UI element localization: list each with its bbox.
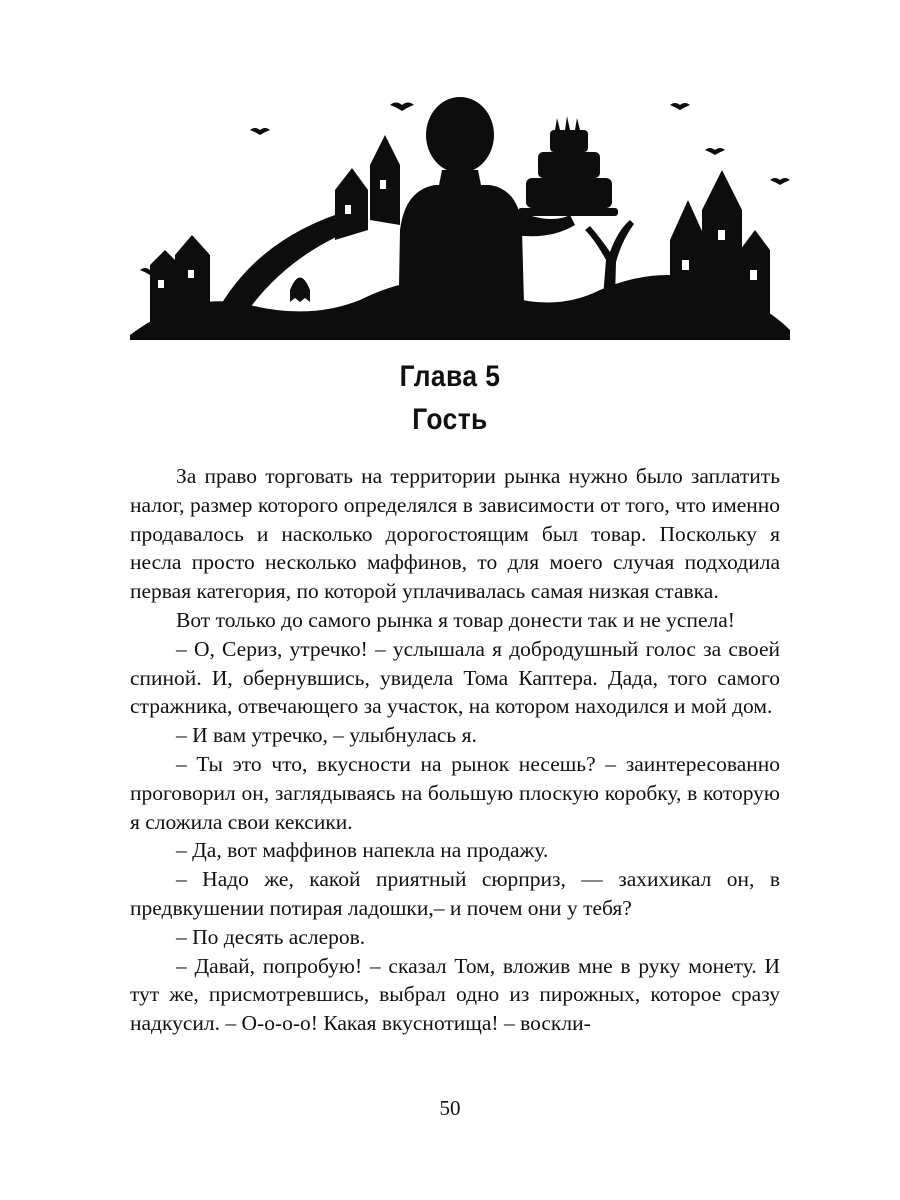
paragraph: – По десять аслеров. <box>176 924 366 949</box>
paragraph: – И вам утречко, – улыбнулась я. <box>176 723 477 748</box>
paragraph: – Давай, попробую! – сказал Том, вложив мне в руку монету. И тут же, присмотревшись, выбрал одно из пирожных, которое сразу надкусил. – О-о-о-о! Какая вкуснотища! – воскли- <box>130 953 780 1036</box>
paragraph: – Надо же, какой приятный сюрприз, — захихикал он, в предвкушении потирая ладошки,– и почем они у тебя? <box>130 867 780 920</box>
paragraph: Вот только до самого рынка я товар донести так и не успела! <box>176 607 735 632</box>
paragraph: За право торговать на территории рынка нужно было заплатить налог, размер которого определялся в зависимости от того, что именно продавалось и насколько дорогостоящим был товар. Поскольку я несла просто несколько маффинов, то для моего случая подходила первая категория, по которой уплачивалась самая низкая ставка. <box>130 464 780 604</box>
chapter-title: Глава 5 <box>399 360 501 393</box>
paragraph: – Да, вот маффинов напекла на продажу. <box>176 838 549 863</box>
paragraph: – Ты это что, вкусности на рынок несешь? – заинтересованно проговорил он, заглядываясь на большую плоскую коробку, в которую я сложила свои кексики. <box>130 751 780 834</box>
chapter-subtitle: Гость <box>412 403 488 436</box>
page-number: 50 <box>439 1096 461 1120</box>
paragraph: – О, Сериз, утречко! – услышала я добродушный голос за своей спиной. И, обернувшись, увидела Тома Каптера. Дада, того самого стражника, отвечающего за участок, на котором находился и мой дом. <box>130 636 780 719</box>
chapter-body <box>130 462 780 1038</box>
halloween-silhouette-illustration <box>130 90 790 340</box>
